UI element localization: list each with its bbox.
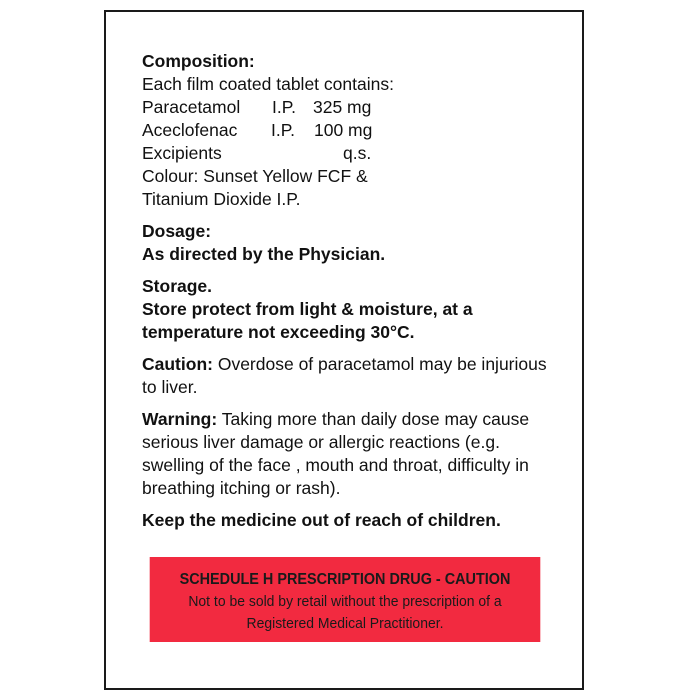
caution-section [142,353,562,399]
ingredient-amount: q.s. [343,143,372,163]
ingredient-name: Paracetamol [142,97,241,117]
warning-text: Taking more than daily dose may cause serious liver damage or allergic reactions (e.g. swelling of the face , mouth and throat, difficulty in breathing itching or rash). [142,409,530,498]
ingredient-amount: 100 mg [314,120,373,140]
storage-text: temperature not exceeding 30°C. [142,322,415,342]
schedule-h-banner [150,557,541,642]
dosage-text: As directed by the Physician. [142,244,386,264]
ingredient-standard: I.P. [272,97,297,117]
colour-line: Titanium Dioxide I.P. [142,189,301,209]
caution-label: Caution: [142,354,213,374]
label-panel [104,10,584,690]
ingredient-name: Aceclofenac [142,120,238,140]
schedule-title: SCHEDULE H PRESCRIPTION DRUG - CAUTION [179,571,511,588]
ingredient-row [142,142,562,165]
schedule-text: Registered Medical Practitioner. [246,615,444,632]
storage-section [142,275,562,344]
dosage-heading: Dosage: [142,221,212,241]
warning-section [142,408,562,500]
schedule-text: Not to be sold by retail without the prescription of a [188,593,502,610]
ingredient-row [142,96,562,119]
storage-text: Store protect from light & moisture, at a [142,299,473,319]
composition-intro: Each film coated tablet contains: [142,74,394,94]
ingredient-amount: 325 mg [313,97,372,117]
ingredient-row [142,119,562,142]
composition-heading: Composition: [142,51,255,71]
ingredient-standard: I.P. [271,120,296,140]
dosage-section [142,220,562,266]
keep-out-notice: Keep the medicine out of reach of children. [142,510,501,530]
composition-section [142,50,562,211]
caution-text: Overdose of paracetamol may be injurious to liver. [142,354,547,397]
ingredient-name: Excipients [142,143,222,163]
warning-label: Warning: [142,409,218,429]
storage-heading: Storage. [142,276,213,296]
label-content [142,50,562,541]
colour-line: Colour: Sunset Yellow FCF & [142,166,368,186]
